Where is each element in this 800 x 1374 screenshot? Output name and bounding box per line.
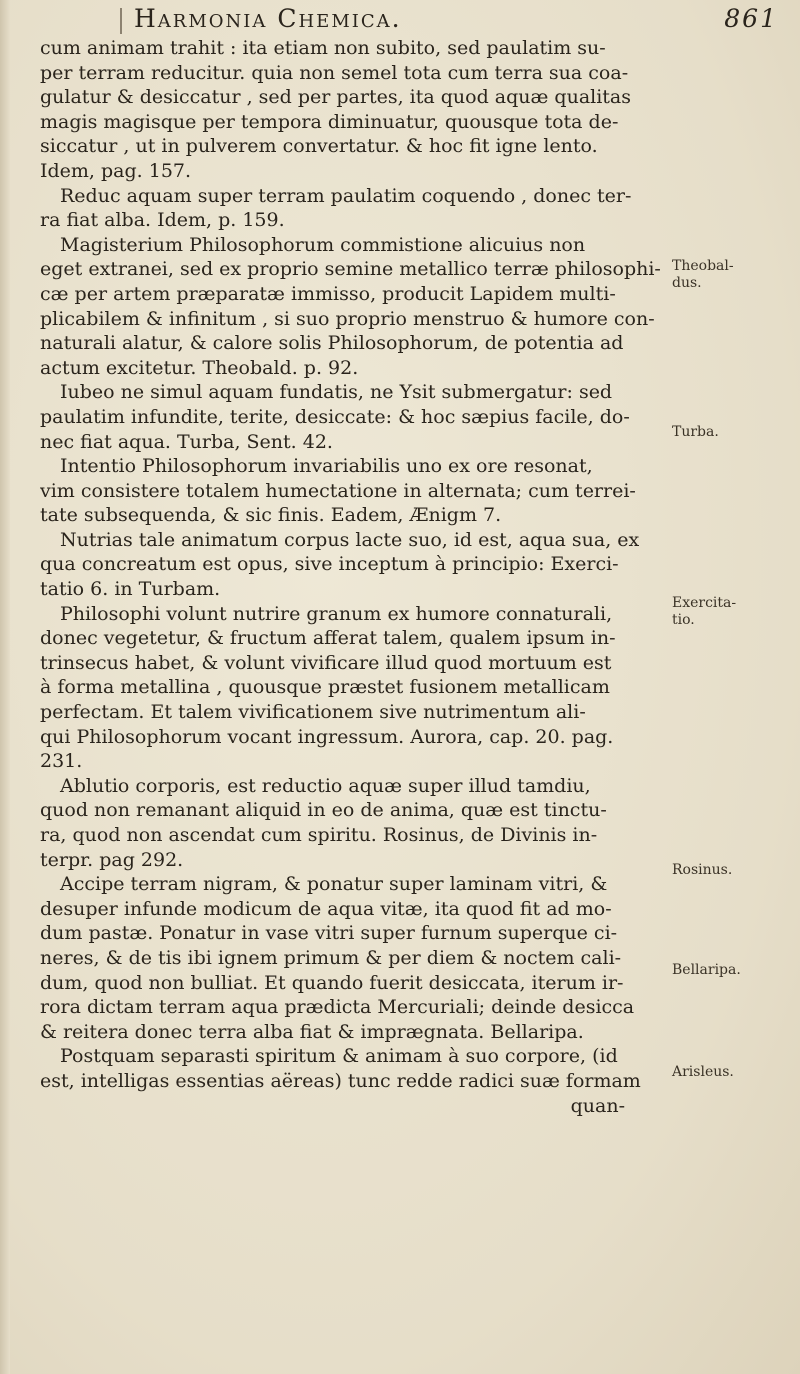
margin-note: Rosinus. <box>672 862 733 878</box>
catchword: quan- <box>570 1094 625 1117</box>
text-line: vim consistere totalem humectatione in alternata; cum terrei- <box>40 479 636 502</box>
text-line: Iubeo ne simul aquam fundatis, ne Ysit submergatur: sed <box>60 381 613 404</box>
page-gutter <box>0 0 10 1374</box>
margin-note: Turba. <box>672 424 719 440</box>
text-line: siccatur , ut in pulverem convertatur. & hoc fit igne lento. <box>40 135 598 158</box>
text-line: Postquam separasti spiritum & animam à suo corpore, (id <box>60 1045 618 1068</box>
margin-note: Exercita- tio. <box>672 595 737 628</box>
text-line: Philosophi volunt nutrire granum ex humore connaturali, <box>60 602 613 625</box>
text-line: donec vegetetur, & fructum afferat talem, qualem ipsum in- <box>40 627 616 650</box>
text-line: paulatim infundite, terite, desiccate: & hoc sæpius facile, do- <box>40 405 630 428</box>
text-line: Idem, pag. 157. <box>40 159 192 182</box>
body-text <box>40 36 665 1118</box>
text-line: magis magisque per tempora diminuatur, quousque tota de- <box>40 110 619 133</box>
text-line: gulatur & desiccatur , sed per partes, ita quod aquæ qualitas <box>40 86 632 109</box>
text-line: cum animam trahit : ita etiam non subito, sed paulatim su- <box>40 37 606 59</box>
text-line: nec fiat aqua. Turba, Sent. 42. <box>40 430 333 453</box>
text-line: à forma metallina , quousque præstet fusionem metallicam <box>40 676 610 699</box>
text-line: dum pastæ. Ponatur in vase vitri super furnum superque ci- <box>40 922 618 945</box>
text-line: cæ per artem præparatæ immisso, producit Lapidem multi- <box>40 282 616 305</box>
text-line: & reitera donec terra alba fiat & imprægnata. Bellaripa. <box>40 1020 584 1043</box>
text-line: ra, quod non ascendat cum spiritu. Rosinus, de Divinis in- <box>40 824 598 846</box>
text-line: desuper infunde modicum de aqua vitæ, ita quod fit ad mo- <box>40 897 612 920</box>
header-rule <box>120 8 122 34</box>
text-line: Intentio Philosophorum invariabilis uno ex ore resonat, <box>60 455 593 478</box>
text-line: per terram reducitur. quia non semel tota cum terra sua coa- <box>40 61 629 84</box>
running-header <box>110 4 790 38</box>
text-line: qui Philosophorum vocant ingressum. Aurora, cap. 20. pag. <box>40 725 614 748</box>
text-line: rora dictam terram aqua prædicta Mercuriali; deinde desicca <box>40 996 635 1019</box>
margin-note: Theobal- dus. <box>672 258 734 291</box>
text-line: actum excitetur. Theobald. p. 92. <box>40 356 359 379</box>
text-line: ra fiat alba. Idem, p. 159. <box>40 209 285 232</box>
text-line: neres, & de tis ibi ignem primum & per diem & noctem cali- <box>40 946 622 969</box>
text-line: Magisterium Philosophorum commistione alicuius non <box>60 233 586 256</box>
text-line: dum, quod non bulliat. Et quando fuerit desiccata, iterum ir- <box>40 971 624 994</box>
text-line: qua concreatum est opus, sive inceptum à principio: Exerci- <box>40 553 619 576</box>
page-number: 861 <box>724 4 778 33</box>
text-line: terpr. pag 292. <box>40 848 184 871</box>
margin-note: Bellaripa. <box>672 962 741 978</box>
text-line: Reduc aquam super terram paulatim coquendo , donec ter- <box>60 184 632 207</box>
text-line: naturali alatur, & calore solis Philosophorum, de potentia ad <box>40 332 624 355</box>
text-line: Nutrias tale animatum corpus lacte suo, id est, aqua sua, ex <box>60 528 640 551</box>
text-line: Accipe terram nigram, & ponatur super laminam vitri, & <box>60 873 608 896</box>
text-line: perfectam. Et talem vivificationem sive nutrimentum ali- <box>40 701 586 724</box>
text-line: trinsecus habet, & volunt vivificare illud quod mortuum est <box>40 651 612 674</box>
text-line: Ablutio corporis, est reductio aquæ super illud tamdiu, <box>60 774 591 797</box>
running-title: Harmonia Chemica. <box>134 4 402 33</box>
margin-note: Arisleus. <box>672 1064 734 1080</box>
text-line: plicabilem & infinitum , si suo proprio menstruo & humore con- <box>40 307 655 330</box>
text-line: quod non remanant aliquid in eo de anima, quæ est tinctu- <box>40 799 607 822</box>
text-line: est, intelligas essentias aëreas) tunc redde radici suæ formam <box>40 1069 641 1092</box>
text-line: tatio 6. in Turbam. <box>40 578 221 601</box>
text-line: tate subsequenda, & sic finis. Eadem, Ænigm 7. <box>40 504 502 527</box>
text-line: eget extranei, sed ex proprio semine metallico terræ philosophi- <box>40 258 661 281</box>
text-line: 231. <box>40 750 83 773</box>
